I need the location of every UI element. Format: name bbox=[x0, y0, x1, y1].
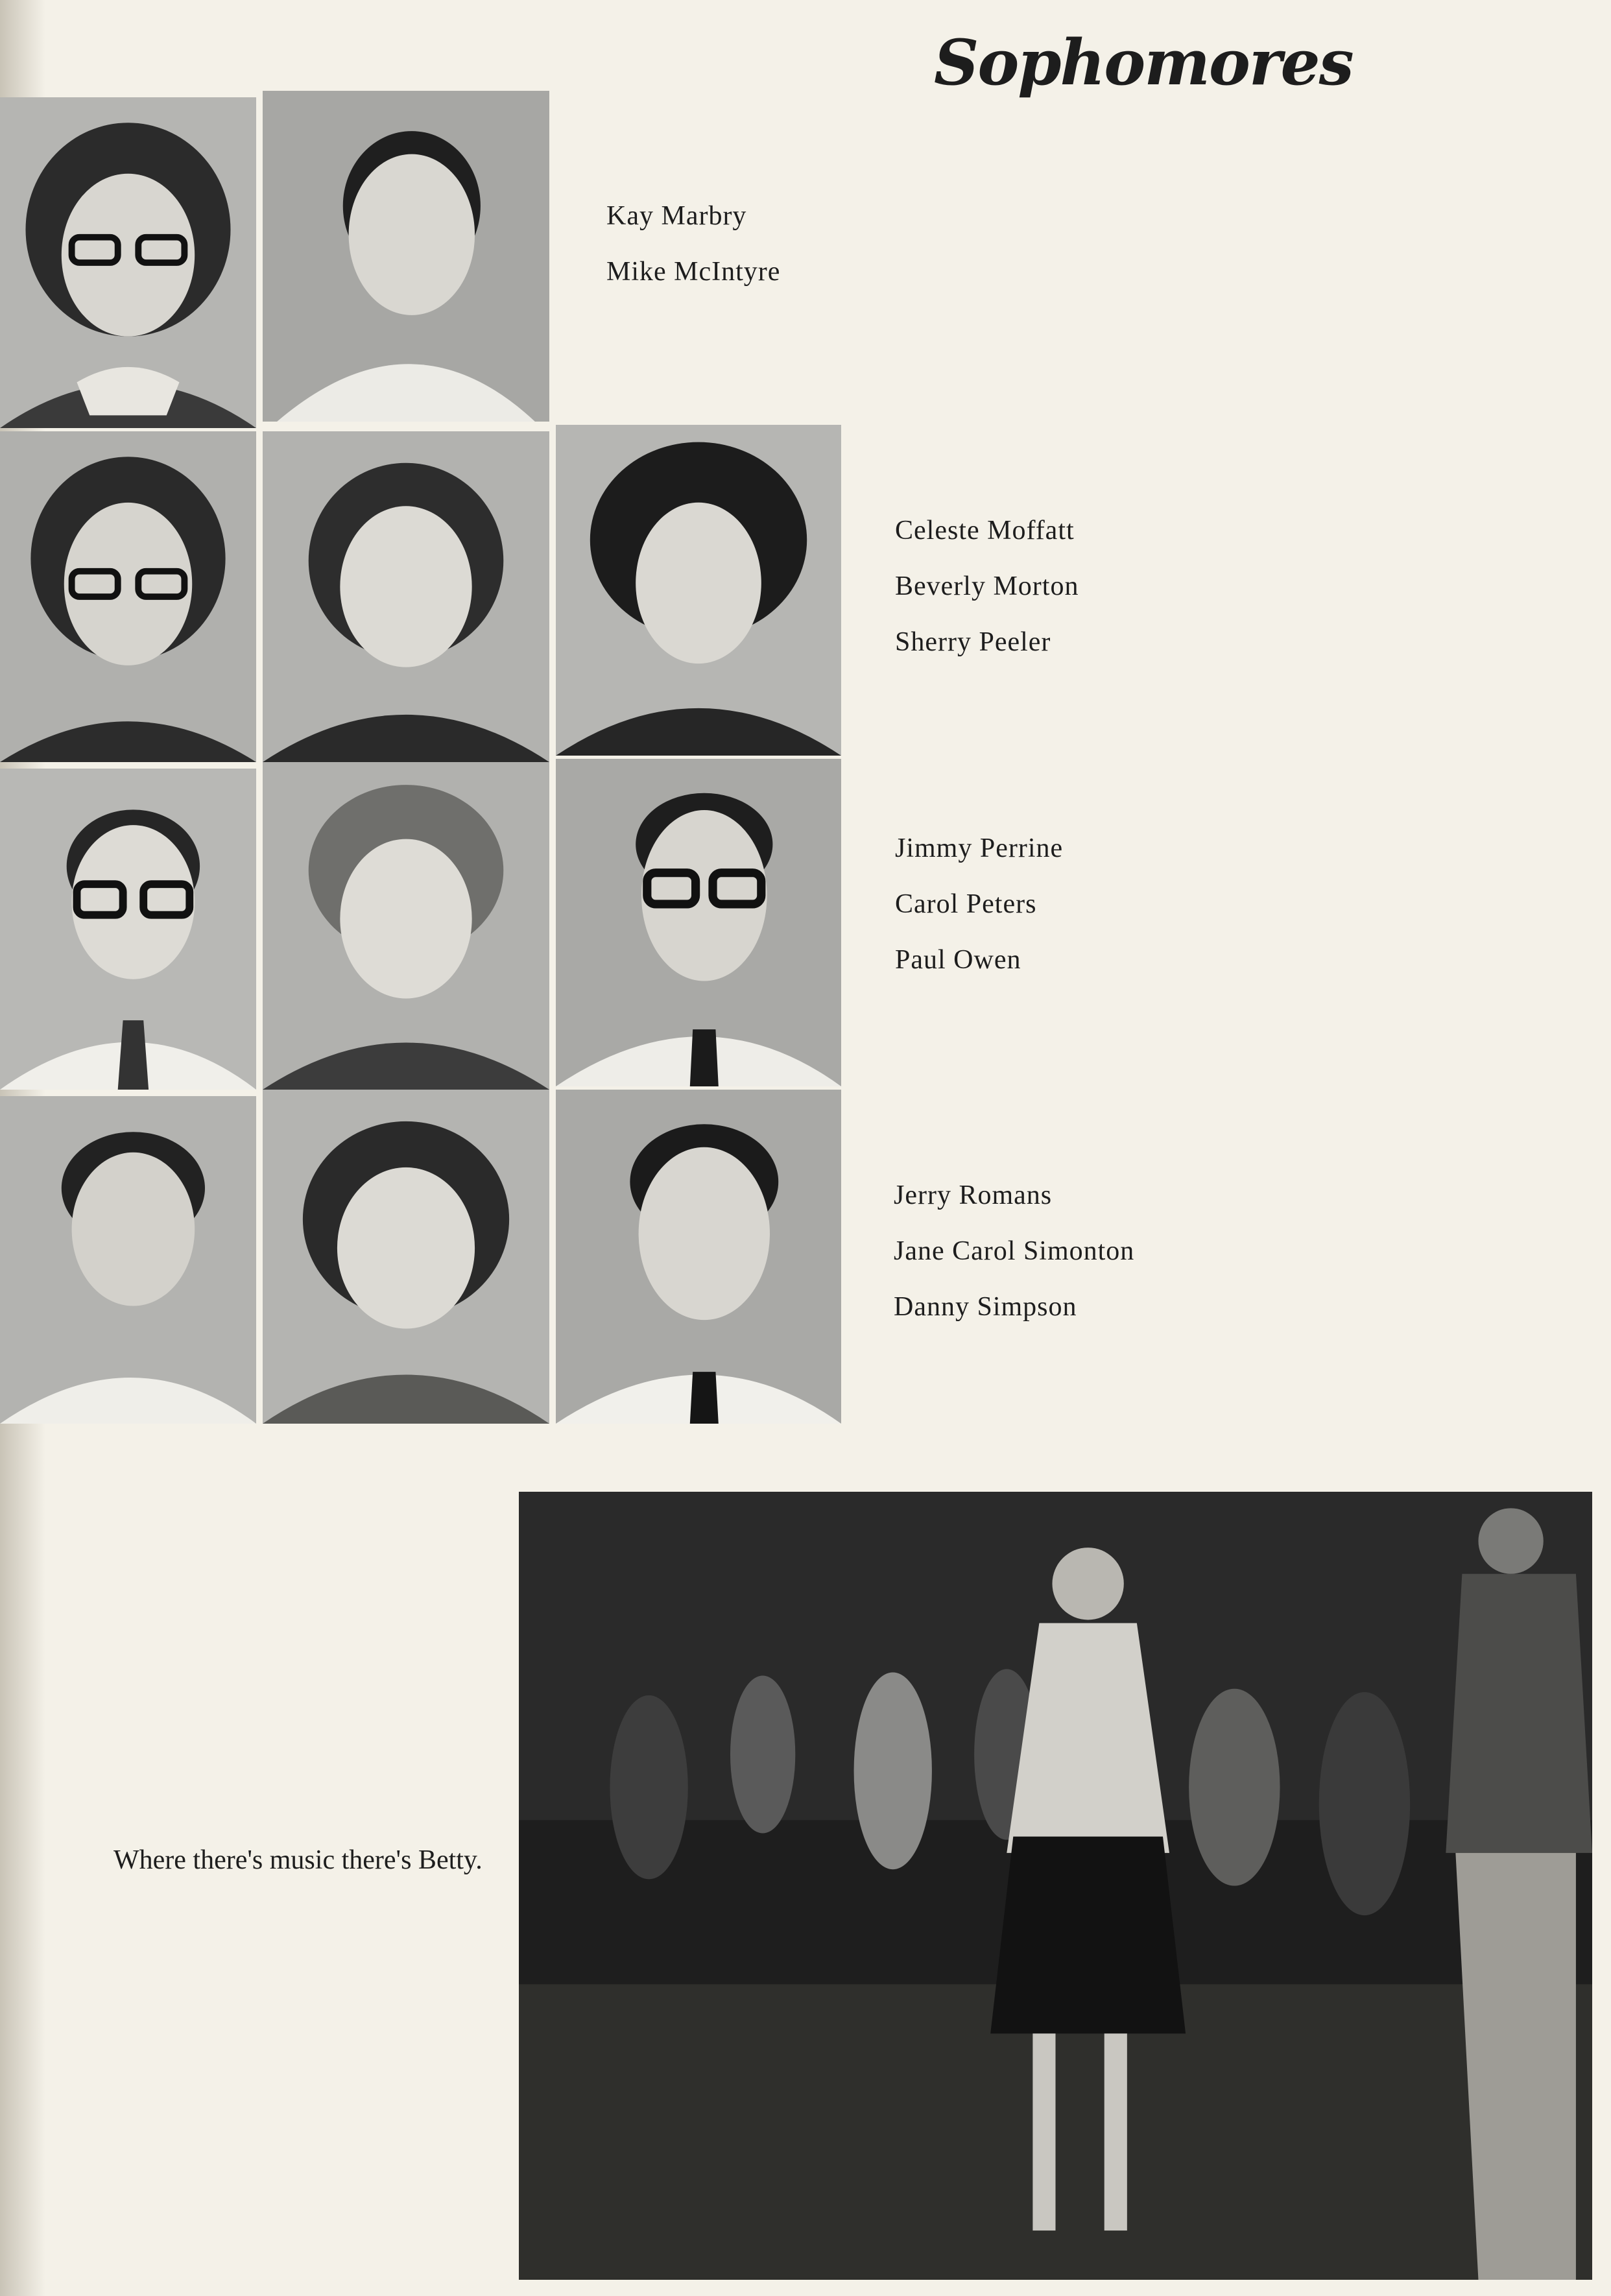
portrait-danny-simpson bbox=[556, 1090, 841, 1424]
page-title: Sophomores bbox=[934, 26, 1353, 99]
dance-photo bbox=[519, 1492, 1592, 2280]
student-name: Kay Marbry bbox=[606, 201, 747, 231]
student-name: Beverly Morton bbox=[895, 571, 1079, 601]
name-list-row-1 bbox=[606, 188, 780, 300]
student-name: Sherry Peeler bbox=[895, 627, 1051, 657]
portrait-celeste-moffatt bbox=[0, 431, 256, 762]
name-list-row-4 bbox=[894, 1167, 1134, 1335]
portrait-sherry-peeler bbox=[556, 425, 841, 756]
portrait-jerry-romans bbox=[0, 1096, 256, 1424]
photo-caption: Where there's music there's Betty. bbox=[113, 1845, 483, 1875]
student-name: Celeste Moffatt bbox=[895, 516, 1075, 545]
portrait-paul-owen bbox=[556, 759, 841, 1086]
student-name: Jane Carol Simonton bbox=[894, 1236, 1135, 1266]
student-name: Jimmy Perrine bbox=[895, 833, 1064, 863]
portrait-kay-marbry bbox=[0, 97, 256, 428]
name-list-row-3 bbox=[895, 820, 1063, 988]
student-name: Paul Owen bbox=[895, 945, 1021, 975]
portrait-jimmy-perrine bbox=[0, 769, 256, 1090]
student-name: Jerry Romans bbox=[894, 1180, 1053, 1210]
portrait-beverly-morton bbox=[263, 431, 549, 762]
portrait-carol-peters bbox=[263, 762, 549, 1090]
student-name: Mike McIntyre bbox=[606, 257, 781, 287]
student-name: Carol Peters bbox=[895, 889, 1037, 919]
name-list-row-2 bbox=[895, 503, 1079, 670]
student-name: Danny Simpson bbox=[894, 1292, 1077, 1322]
portrait-mike-mcintyre bbox=[263, 91, 549, 422]
portrait-jane-carol-simonton bbox=[263, 1090, 549, 1424]
